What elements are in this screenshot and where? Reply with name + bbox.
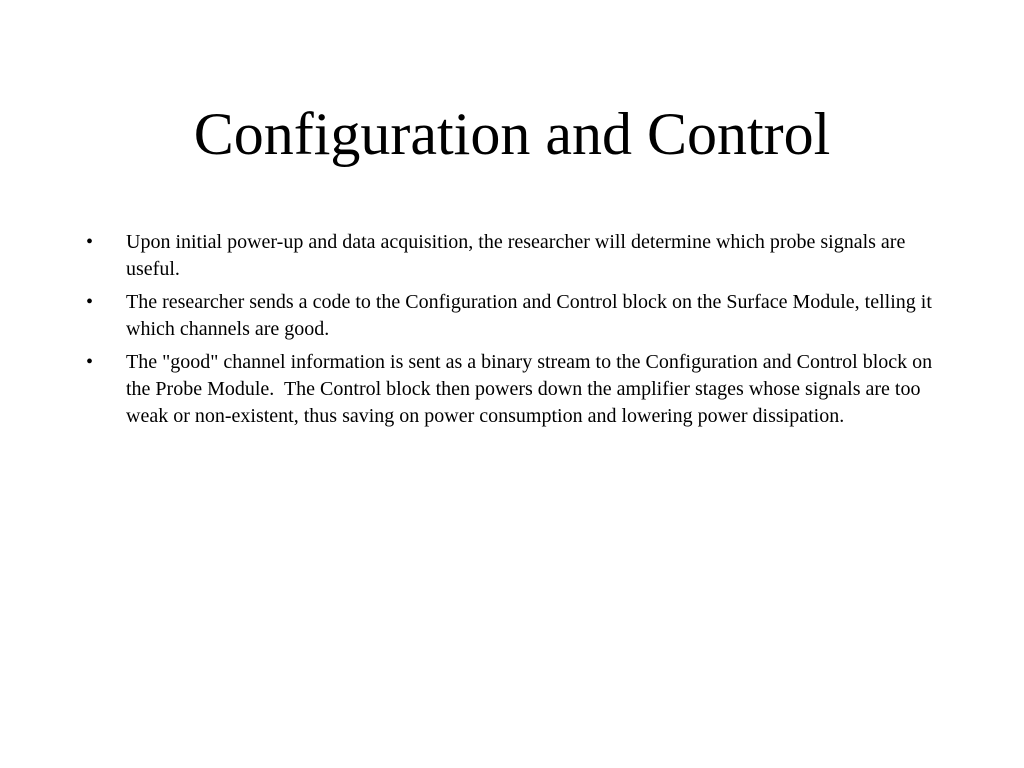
bullet-icon: • [86, 351, 94, 373]
bullet-item [86, 289, 946, 343]
bullet-item [86, 229, 946, 283]
slide-title: Configuration and Control [193, 101, 831, 167]
bullet-icon: • [86, 231, 94, 253]
bullet-list [86, 229, 946, 436]
bullet-item [86, 349, 946, 430]
bullet-text: The researcher sends a code to the Configuration and Control block on the Surface Module, telling it which channels are good. [126, 291, 937, 340]
bullet-text: The "good" channel information is sent as a binary stream to the Configuration and Control block on the Probe Module. The Control block then powers down the amplifier stages whose signals are too weak or non-existent, thus saving on power consumption and lowering power dissipation. [126, 351, 938, 427]
bullet-text: Upon initial power-up and data acquisition, the researcher will determine which probe signals are useful. [126, 231, 911, 280]
bullet-icon: • [86, 291, 94, 313]
